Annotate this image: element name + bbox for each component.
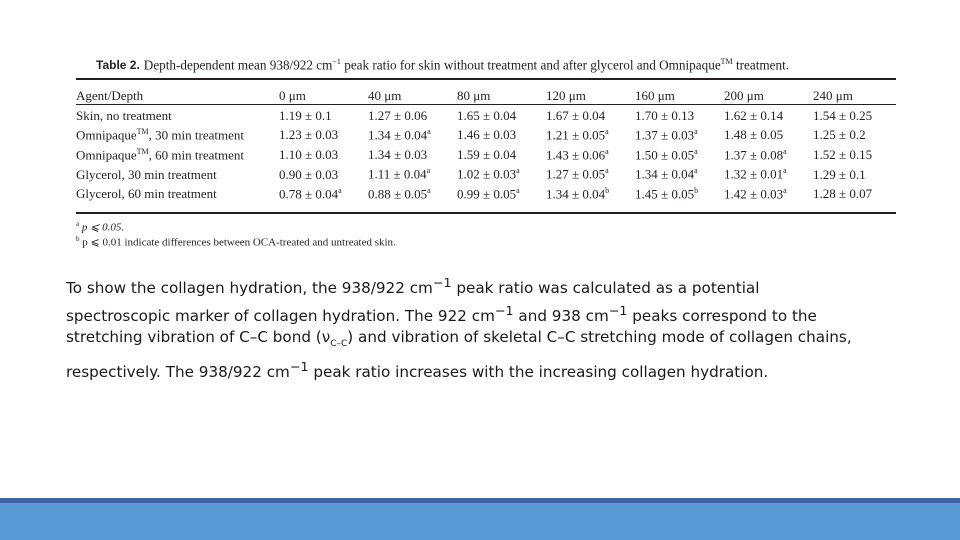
value-cell	[813, 184, 896, 204]
paragraph-text: and 938 cm	[513, 306, 609, 325]
footer-band	[0, 503, 960, 540]
footnote-mark: b	[76, 235, 80, 243]
value-cell	[368, 184, 457, 204]
significance-mark: b	[605, 186, 610, 195]
value-cell	[546, 145, 635, 165]
significance-mark: a	[694, 127, 698, 137]
header-cell: 120 μm	[546, 87, 586, 103]
cell-value: 0.78 ± 0.04	[279, 186, 339, 202]
value-cell	[813, 105, 896, 126]
table-row	[76, 126, 896, 146]
table-row	[76, 105, 896, 126]
agent-cell	[76, 145, 279, 165]
cell-value: 1.21 ± 0.05	[546, 127, 606, 143]
cell-value: 1.10 ± 0.03	[279, 146, 339, 162]
value-cell	[546, 105, 635, 126]
table-label: Table 2.	[96, 58, 140, 73]
value-cell	[546, 165, 635, 185]
data-table	[76, 87, 896, 204]
cell-value: 1.29 ± 0.1	[813, 166, 866, 182]
cell-value: 1.23 ± 0.03	[279, 127, 339, 143]
cell-value: 1.28 ± 0.07	[813, 186, 873, 202]
paragraph-sup: −1	[608, 302, 628, 318]
table-bottom-rule	[76, 212, 896, 214]
paragraph-sup: −1	[289, 358, 309, 374]
footnote	[76, 235, 396, 249]
value-cell	[635, 184, 724, 204]
agent-name: Skin, no treatment	[76, 107, 172, 123]
footnote-text: p ⩽ 0.01 indicate differences between OCA-treated and untreated skin.	[82, 236, 396, 249]
cell-value: 1.59 ± 0.04	[457, 146, 517, 162]
cell-value: 1.27 ± 0.05	[546, 166, 606, 182]
value-cell	[724, 126, 813, 146]
value-cell	[457, 184, 546, 204]
significance-mark: a	[694, 146, 698, 156]
cell-value: 1.43 ± 0.06	[546, 147, 606, 163]
value-cell	[279, 165, 368, 185]
cell-value: 1.54 ± 0.25	[813, 107, 873, 123]
cell-value: 1.67 ± 0.04	[546, 107, 606, 123]
table-top-rule	[76, 78, 896, 80]
agent-name: Omnipaque	[76, 147, 137, 163]
value-cell	[368, 126, 457, 146]
value-cell	[279, 105, 368, 126]
cell-value: 1.27 ± 0.06	[368, 107, 428, 123]
significance-mark: b	[694, 186, 699, 195]
significance-mark: a	[338, 186, 342, 195]
cell-value: 1.46 ± 0.03	[457, 127, 517, 143]
header-cell: 80 μm	[457, 87, 491, 103]
paragraph-text: peaks correspond to the stretching vibration of C–C bond (ν	[66, 306, 817, 347]
cell-value: 1.48 ± 0.05	[724, 127, 784, 143]
value-cell	[457, 126, 546, 146]
paragraph-text: ) and vibration of skeletal C–C stretching mode of collagen chains, respectively. The 938/922 cm	[66, 328, 852, 381]
value-cell	[457, 105, 546, 126]
agent-cell	[76, 105, 279, 126]
cell-value: 1.34 ± 0.04	[635, 166, 695, 182]
table-row	[76, 184, 896, 204]
cell-value: 1.37 ± 0.08	[724, 147, 784, 163]
value-cell	[368, 145, 457, 165]
value-cell	[546, 126, 635, 146]
cell-value: 1.25 ± 0.2	[813, 127, 866, 143]
significance-mark: a	[605, 166, 609, 176]
value-cell	[546, 184, 635, 204]
table-header-row	[76, 87, 896, 105]
footnote-text: p ⩽ 0.05.	[81, 221, 125, 234]
caption-text: Depth-dependent mean 938/922 cm	[143, 57, 333, 73]
footnote-mark: a	[76, 220, 80, 228]
cell-value: 1.02 ± 0.03	[457, 166, 517, 182]
significance-mark: a	[426, 166, 431, 176]
value-cell	[279, 184, 368, 204]
significance-mark: a	[783, 186, 787, 195]
significance-mark: a	[516, 166, 520, 176]
agent-cell	[76, 165, 279, 185]
header-cell: Agent/Depth	[76, 87, 144, 103]
significance-mark: a	[783, 146, 787, 156]
paragraph-sup: −1	[432, 275, 452, 290]
header-cell: 200 μm	[724, 87, 764, 103]
cell-value: 1.62 ± 0.14	[724, 107, 784, 123]
value-cell	[635, 165, 724, 185]
agent-name: Omnipaque	[76, 127, 137, 143]
cell-value: 1.50 ± 0.05	[635, 147, 695, 163]
value-cell	[813, 126, 896, 146]
value-cell	[724, 165, 813, 185]
significance-mark: a	[783, 166, 787, 176]
value-cell	[368, 165, 457, 185]
value-cell	[813, 145, 896, 165]
cell-value: 0.99 ± 0.05	[457, 186, 517, 202]
trademark-mark: TM	[136, 127, 149, 137]
agent-name: Glycerol, 30 min treatment	[76, 166, 217, 182]
significance-mark: a	[605, 146, 609, 156]
value-cell	[724, 105, 813, 126]
cell-value: 1.34 ± 0.03	[368, 146, 428, 162]
paragraph-text: peak ratio increases with the increasing collagen hydration.	[308, 362, 769, 381]
value-cell	[813, 165, 896, 185]
cell-value: 1.65 ± 0.04	[457, 107, 517, 123]
caption-text-end: treatment.	[732, 57, 790, 73]
table-body	[76, 105, 896, 204]
agent-detail: , 60 min treatment	[148, 147, 244, 163]
value-cell	[635, 126, 724, 146]
significance-mark: a	[427, 127, 431, 137]
cell-value: 0.88 ± 0.05	[368, 186, 428, 202]
value-cell	[457, 165, 546, 185]
paragraph-text: To show the collagen hydration, the 938/922 cm	[66, 279, 433, 298]
value-cell	[635, 105, 724, 126]
cell-value: 1.37 ± 0.03	[635, 127, 695, 143]
value-cell	[724, 184, 813, 204]
agent-cell	[76, 184, 279, 204]
table-row	[76, 165, 896, 185]
agent-name: Glycerol, 60 min treatment	[76, 186, 217, 202]
cell-value: 1.70 ± 0.13	[635, 107, 695, 123]
footnote	[76, 220, 124, 234]
table-caption	[96, 57, 896, 73]
cell-value: 1.52 ± 0.15	[813, 146, 873, 162]
cell-value: 1.11 ± 0.04	[368, 166, 427, 182]
significance-mark: a	[516, 186, 520, 195]
header-cell: 40 μm	[368, 87, 402, 103]
value-cell	[368, 105, 457, 126]
value-cell	[724, 145, 813, 165]
agent-cell	[76, 126, 279, 146]
header-cell: 160 μm	[635, 87, 675, 103]
value-cell	[279, 145, 368, 165]
paragraph-text: peak ratio was calculated as a potential spectroscopic marker of collagen hydration. The 922 cm	[66, 279, 760, 325]
header-cell: 0 μm	[279, 87, 306, 103]
cell-value: 1.34 ± 0.04	[546, 186, 606, 202]
cell-value: 1.32 ± 0.01	[724, 166, 784, 182]
caption-tm: TM	[720, 57, 733, 66]
paragraph-sup: −1	[494, 302, 514, 318]
header-cell: 240 μm	[813, 87, 853, 103]
cell-value: 1.19 ± 0.1	[279, 107, 332, 123]
body-paragraph	[66, 272, 866, 383]
value-cell	[457, 145, 546, 165]
table-row	[76, 145, 896, 165]
significance-mark: a	[605, 127, 609, 137]
cell-value: 1.45 ± 0.05	[635, 186, 695, 202]
value-cell	[635, 145, 724, 165]
paragraph-sub: C–C	[330, 339, 348, 350]
significance-mark: a	[694, 166, 698, 176]
significance-mark: a	[427, 186, 431, 195]
agent-detail: , 30 min treatment	[148, 127, 244, 143]
cell-value: 1.34 ± 0.04	[368, 127, 428, 143]
caption-sup: −1	[332, 57, 341, 66]
value-cell	[279, 126, 368, 146]
caption-text-mid: peak ratio for skin without treatment and after glycerol and Omnipaque	[340, 57, 721, 73]
trademark-mark: TM	[136, 146, 149, 156]
cell-value: 1.42 ± 0.03	[724, 186, 784, 202]
cell-value: 0.90 ± 0.03	[279, 166, 339, 182]
